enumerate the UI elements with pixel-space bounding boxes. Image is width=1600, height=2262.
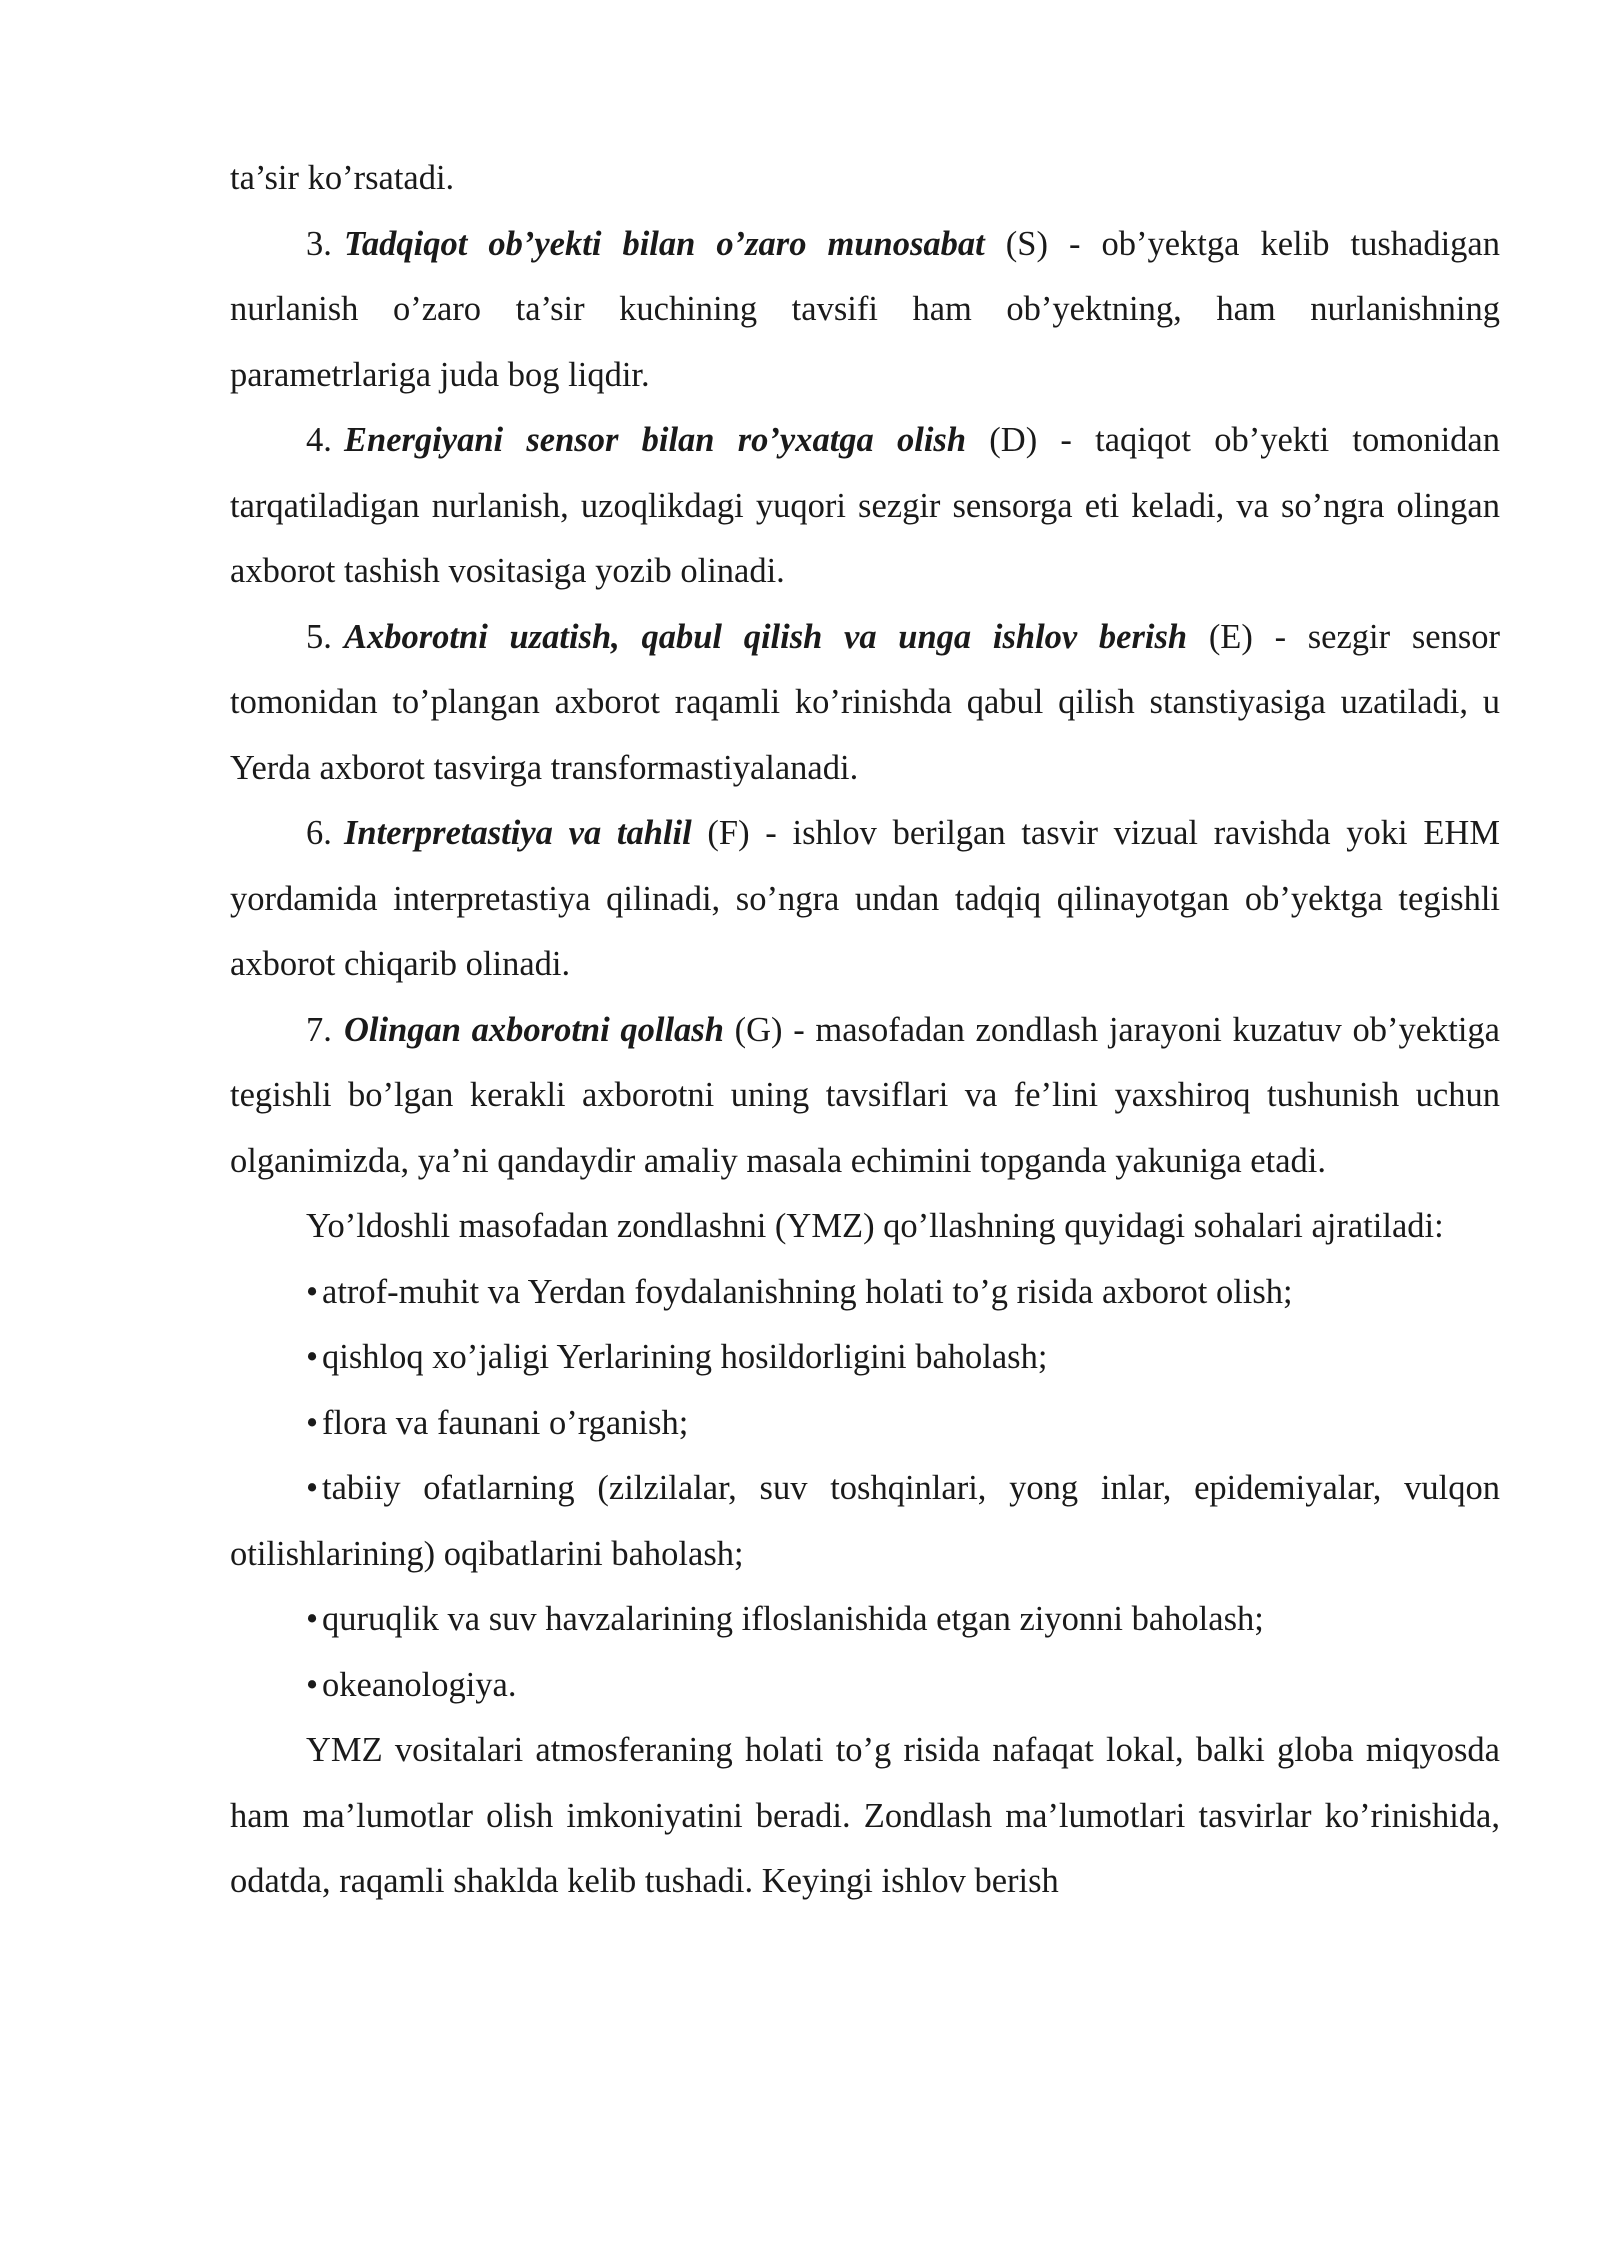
list-item-3 (230, 212, 1500, 409)
item-term: Olingan axborotni qollash (344, 1010, 724, 1049)
bullet-text: tabiiy ofatlarning (zilzilalar, suv toshqinlari, yong inlar, epidemiyalar, vulqon otilishlarining) oqibatlarini baholash; (230, 1469, 1500, 1573)
bullet-icon: • (306, 1665, 319, 1704)
item-description: (F) - ishlov berilgan tasvir vizual ravishda yoki EHM yordamida interpretastiya qilinadi, so’ngra undan tadqiq qilinayotgan ob’yektga tegishli axborot chiqarib olinadi. (230, 814, 1501, 983)
item-description: (S) - ob’yektga kelib tushadigan nurlanish o’zaro ta’sir kuchining tavsifi ham ob’yektning, ham nurlanishning parametrlariga juda bog liqdir. (230, 224, 1500, 394)
bullet-item (230, 1325, 1500, 1391)
item-number: 3. (306, 224, 332, 263)
document-page (230, 146, 1500, 1915)
intro-tail-paragraph: ta’sir ko’rsatadi. (230, 159, 455, 197)
bullet-item (230, 1587, 1500, 1653)
bullet-text: atrof-muhit va Yerdan foydalanishning holati to’g risida axborot olish; (322, 1272, 1293, 1311)
item-number: 4. (306, 421, 332, 459)
item-description: (D) - taqiqot ob’yekti tomonidan tarqatiladigan nurlanish, uzoqlikdagi yuqori sezgir sensorga eti keladi, va so’ngra olingan axborot tashish vositasiga yozib olinadi. (230, 421, 1501, 590)
bullet-text: qishloq xo’jaligi Yerlarining hosildorligini baholash; (322, 1338, 1048, 1376)
bullet-item (230, 1260, 1500, 1326)
bullet-icon: • (306, 1272, 319, 1311)
list-item-7 (230, 998, 1500, 1195)
item-term: Tadqiqot ob’yekti bilan o’zaro munosabat (344, 224, 985, 263)
item-number: 6. (306, 814, 332, 852)
bullet-item (230, 1456, 1500, 1587)
bullet-icon: • (306, 1338, 319, 1376)
bullet-text: flora va faunani o’rganish; (322, 1403, 689, 1442)
bullet-text: okeanologiya. (322, 1665, 517, 1704)
bullet-icon: • (306, 1469, 319, 1507)
areas-intro-paragraph: Yo’ldoshli masofadan zondlashni (YMZ) qo’llashning quyidagi sohalari ajratiladi: (306, 1207, 1444, 1245)
item-term: Interpretastiya va tahlil (344, 814, 692, 852)
bullet-item (230, 1653, 1500, 1719)
bullet-icon: • (306, 1403, 319, 1442)
item-term: Axborotni uzatish, qabul qilish va unga ishlov berish (344, 617, 1188, 656)
bullet-text: quruqlik va suv havzalarining ifloslanishida etgan ziyonni baholash; (322, 1600, 1264, 1638)
list-item-6 (230, 801, 1500, 998)
item-term: Energiyani sensor bilan ro’yxatga olish (344, 421, 967, 459)
item-number: 7. (306, 1010, 332, 1049)
item-description: (E) - sezgir sensor tomonidan to’plangan axborot raqamli ko’rinishda qabul qilish stanstiyasiga uzatiladi, u Yerda axborot tasvirga transformastiyalanadi. (230, 617, 1500, 787)
bullet-icon: • (306, 1600, 319, 1638)
closing-paragraph: YMZ vositalari atmosferaning holati to’g risida nafaqat lokal, balki globa miqyosda ham ma’lumotlar olish imkoniyatini beradi. Zondlash ma’lumotlari tasvirlar ko’rinishida, odatda, raqamli shaklda kelib tushadi. Keyingi ishlov berish (230, 1731, 1500, 1900)
item-description: (G) - masofadan zondlash jarayoni kuzatuv ob’yektiga tegishli bo’lgan kerakli axborotni uning tavsiflari va fe’lini yaxshiroq tushunish uchun olganimizda, ya’ni qandaydir amaliy masala echimini topganda yakuniga etadi. (230, 1010, 1500, 1180)
bullet-item (230, 1391, 1500, 1457)
list-item-4 (230, 408, 1500, 605)
item-number: 5. (306, 617, 332, 656)
list-item-5 (230, 605, 1500, 802)
